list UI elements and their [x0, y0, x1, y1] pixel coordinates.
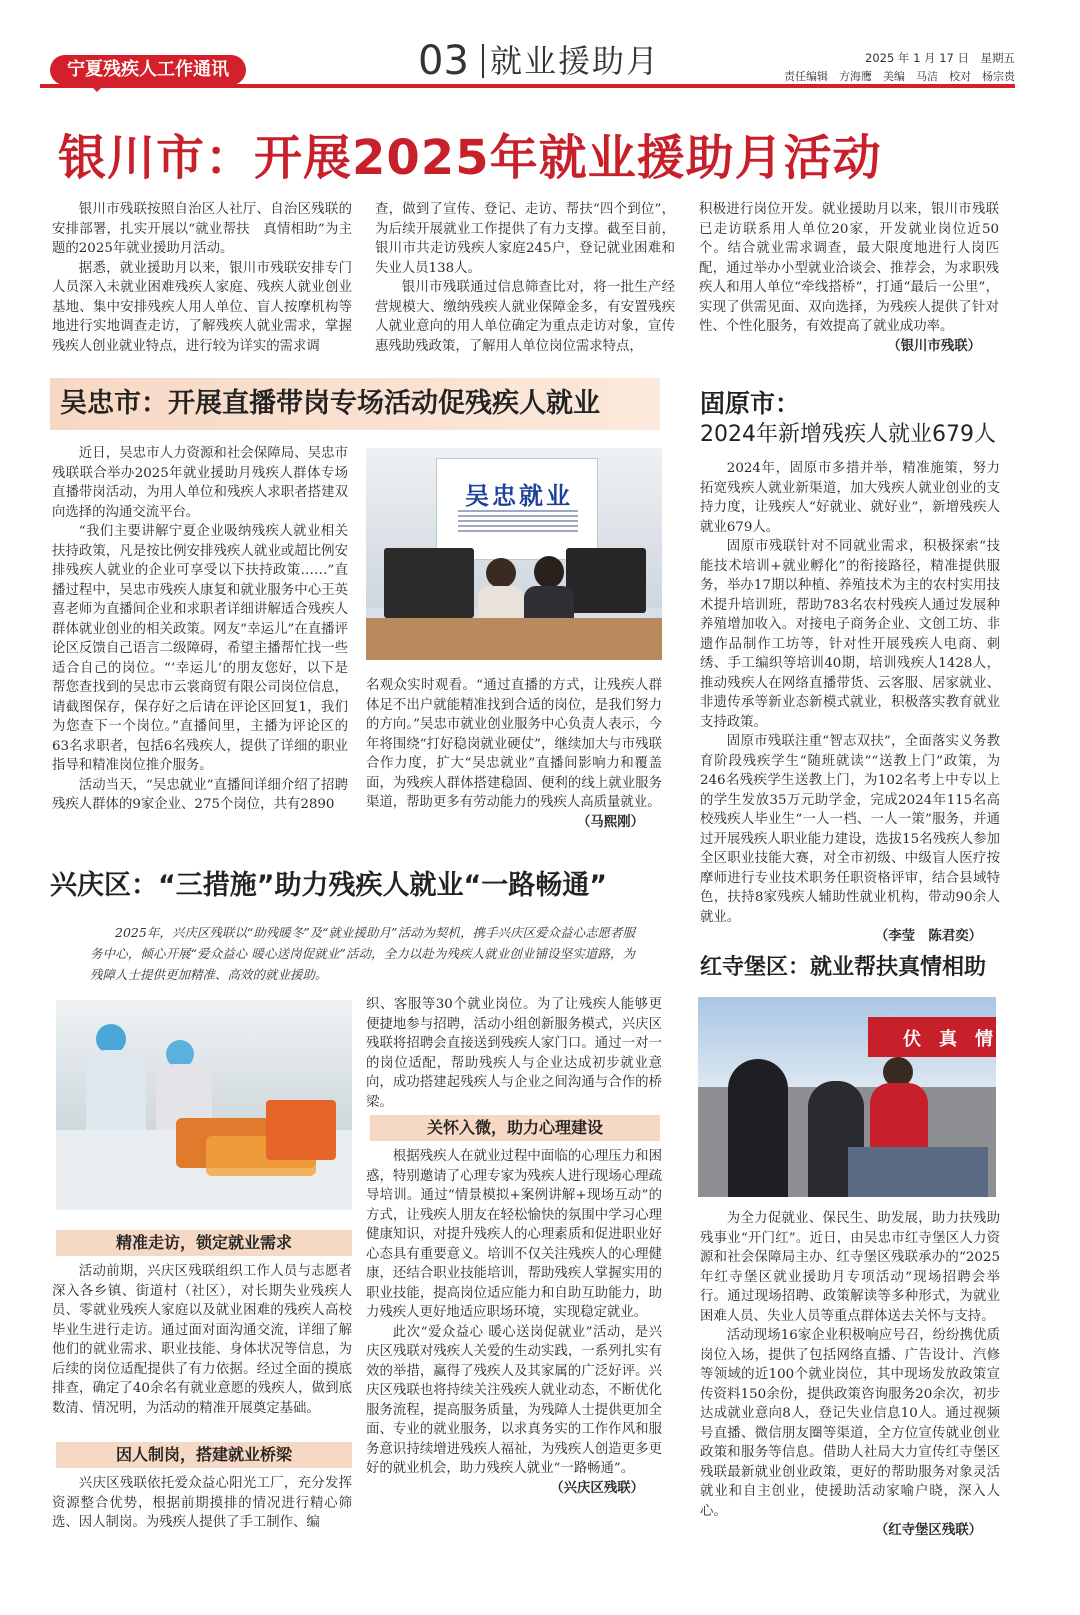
section-title: 就业援助月	[490, 42, 661, 80]
guyuan-headline-line2: 2024年新增残疾人就业679人	[700, 422, 996, 447]
hongsibao-body: 为全力促就业、保民生、助发展，助力扶残助残事业“开门红”。近日，由吴忠市红寺堡区人力资源和社会保障局主办、红寺堡区残联承办的“2025年红寺堡区就业援助月专项活动”现场招聘会举行。通过现场招聘、政策解读等多种形式，为就业困难人员、失业人员等重点群体送去关怀与支持。 活动现场16家企业积极响应号召，纷纷携优质岗位入场，提供了包括网络直播、广告设计、汽修等领域的近100个就业岗位，其中现场发放政策宣传资料150余份，提供政策咨询服务20余次，初步达成就业意向8人，登记失业信息10人。通过视频号直播、微信朋友圈等渠道，全方位宣传就业创业政策和服务等信息。借助人社局大力宣传红寺堡区残联最新就业创业政策，更好的帮助服务对象灵活就业和自主创业，使援助活动家喻户晓，深入人心。 （红寺堡区残联）	[700, 1209, 1000, 1541]
issue-date: 2025 年 1 月 17 日 星期五	[865, 51, 1015, 65]
lead-column-3: 积极进行岗位开发。就业援助月以来，银川市残联已走访联系用人单位20家，开发就业岗位近50个。结合就业需求调查，最大限度地进行人岗匹配，通过举办小型就业洽谈会、推荐会，为求职残疾人和用人单位“牵线搭桥”，打通“最后一公里”，实现了供需见面、双向选择，为残疾人提供了针对性、个性化服务，有效提高了就业成功率。 （银川市残联）	[699, 200, 999, 356]
editor-credits: 责任编辑 方海鹰 美编 马洁 校对 杨宗贵	[784, 70, 1015, 83]
hongsibao-headline: 红寺堡区：就业帮扶真情相助	[700, 955, 987, 980]
hongsibao-signature: （红寺堡区残联）	[874, 1522, 982, 1538]
hongsibao-banner-text: 伏 真 情	[903, 1029, 993, 1050]
page-number: 03	[418, 38, 469, 84]
paper-name: 宁夏残疾人工作通讯	[67, 59, 229, 80]
header-rule	[40, 84, 1015, 88]
xingqing-sub1-text: 活动前期，兴庆区残联组织工作人员与志愿者深入各乡镇、街道村（社区），对长期失业残疾人员、零就业残疾人家庭以及就业困难的残疾人高校毕业生进行走访。通过面对面沟通交流，详细了解他们的就业需求、职业技能、身体状况等信息，为后续的岗位适配提供了有力依据。经过全面的摸底排查，确定了40余名有就业意愿的残疾人，做到底数清、情况明，为活动的精准开展奠定基础。	[52, 1264, 352, 1416]
lead-signature: （银川市残联）	[887, 337, 981, 354]
guyuan-headline-line1: 固原市：	[700, 389, 801, 418]
guyuan-signature: （李莹 陈君奕）	[874, 928, 982, 944]
xingqing-subhead-3: 关怀入微，助力心理建设	[370, 1115, 660, 1141]
xingqing-column-2-top: 织、客服等30个就业岗位。为了让残疾人能够更便捷地参与招聘，活动小组创新服务模式，兴庆区残联将招聘会直接送到残疾人家门口。通过一对一的岗位适配，帮助残疾人与企业达成初步就业意向，成功搭建起残疾人与企业之间沟通与合作的桥梁。	[366, 997, 662, 1110]
hongsibao-job-fair-photo	[698, 997, 996, 1197]
wuzhong-livestream-photo	[366, 448, 662, 660]
xingqing-sub3-text: 根据残疾人在就业过程中面临的心理压力和困惑，特别邀请了心理专家为残疾人进行现场心理疏导培训。通过“情景模拟+案例讲解+现场互动”的方式，让残疾人朋友在轻松愉快的氛围中学习心理健康知识，对提升残疾人的心理素质和促进职业好心态具有重要意义。培训不仅关注残疾人的心理健康，还结合职业技能培训，帮助残疾人掌握实用的职业技能，提高岗位适应能力和自助互助能力，助力残疾人更好地适应职场环境，实现稳定就业。 此次“爱众益心 暖心送岗促就业”活动，是兴庆区残联对残疾人关爱的生动实践，一系列扎实有效的举措，赢得了残疾人及其家属的广泛好评。兴庆区残联也将持续关注残疾人就业动态，不断优化服务流程，提高服务质量，为残障人士提供更加全面、专业的就业服务，以求真务实的工作作风和服务意识持续增进残疾人福祉，为残疾人创造更多更好的就业机会，助力残疾人就业“一路畅通”。 （兴庆区残联）	[366, 1147, 662, 1498]
wuzhong-signature: （马熙刚）	[577, 813, 644, 830]
wuzhong-column-1: 近日，吴忠市人力资源和社会保障局、吴忠市残联联合举办2025年就业援助月残疾人群体专场直播带岗活动，为用人单位和残疾人求职者搭建双向选择的沟通交流平台。 “我们主要讲解宁夏企业吸纳残疾人就业相关扶持政策，凡是按比例安排残疾人就业或超比例安排残疾人就业的企业可享受以下扶持政策……”直播过程中，吴忠市残疾人康复和就业服务中心王英喜老师为直播间企业和求职者详细讲解适合残疾人群体就业创业的相关政策。网友“幸运儿”在直播评论区反馈自己语言二级障碍，希望主播帮忙找一些适合自己的岗位。“‘幸运儿’的朋友您好，以下是帮您查找到的吴忠市云裳商贸有限公司岗位信息，请截图保存，保存好之后请在评论区回复1，我们为您查下一个岗位。”直播间里，主播为评论区的63名求职者，包括6名残疾人，提供了详细的职业指导和精准岗位推介服务。 活动当天，“吴忠就业”直播间详细介绍了招聘残疾人群体的9家企业、275个岗位，共有2890	[52, 446, 348, 812]
xingqing-subhead-2: 因人制岗，搭建就业桥梁	[56, 1442, 352, 1468]
wuzhong-headline: 吴忠市：开展直播带岗专场活动促残疾人就业	[60, 388, 600, 419]
xingqing-factory-photo	[56, 1000, 352, 1210]
xingqing-subhead-1: 精准走访，锁定就业需求	[56, 1230, 352, 1256]
wuzhong-column-2: 名观众实时观看。“通过直播的方式，让残疾人群体足不出户就能精准找到合适的岗位，是我们努力的方向。”吴忠市就业创业服务中心负责人表示，今年将围绕“打好稳岗就业硬仗”，继续加大与市残联合作力度，扩大“吴忠就业”直播间影响力和覆盖面，为残疾人群体搭建稳固、便利的线上就业服务渠道，帮助更多有劳动能力的残疾人高质量就业。 （马熙刚）	[366, 676, 662, 832]
xingqing-intro: 2025年，兴庆区残联以“助残暖冬”及“就业援助月”活动为契机，携手兴庆区爱众益心志愿者服务中心，倾心开展“爱众益心 暖心送岗促就业”活动，全力以赴为残疾人就业创业铺设坚实道路，为残障人士提供更加精准、高效的就业援助。	[90, 925, 635, 982]
xingqing-headline: 兴庆区：“三措施”助力残疾人就业“一路畅通”	[50, 870, 607, 901]
lead-headline: 银川市：开展2025年就业援助月活动	[58, 130, 882, 186]
xingqing-sub2-text: 兴庆区残联依托爱众益心阳光工厂，充分发挥资源整合优势，根据前期摸排的情况进行精心筛选、因人制岗。为残疾人提供了手工制作、编	[52, 1476, 352, 1530]
guyuan-body: 2024年，固原市多措并举，精准施策，努力拓宽残疾人就业新渠道，加大残疾人就业创业的支持力度，让残疾人“好就业、就好业”，新增残疾人就业679人。 固原市残联针对不同就业需求，积极探索“技能技术培训+就业孵化”的衔接路径，精准提供服务，举办17期以种植、养殖技术为主的农村实用技术提升培训班，帮助783名农村残疾人通过发展种养殖增加收入。对接电子商务企业、文创工坊、非遗作品制作工坊等，针对性开展残疾人电商、刺绣、手工编织等培训40期，培训残疾人1428人，推动残疾人在网络直播带货、云客服、居家就业、非遗传承等新业态新模式就业，积极落实教育就业支持政策。 固原市残联注重“智志双扶”，全面落实义务教育阶段残疾学生“随班就读”“送教上门”政策，为246名残疾学生送教上门，为102名考上中专以上的学生发放35万元助学金，完成2024年115名高校残疾人毕业生“一人一档、一人一策”服务，并通过开展残疾人职业能力建设，选拔15名残疾人参加全区职业技能大赛，对全市初级、中级盲人医疗按摩师进行专业技术职务任职资格评审，结合县域特色，扶持8家残疾人辅助性就业机构，带动90余人就业。 （李莹 陈君奕）	[700, 459, 1000, 947]
header-divider	[482, 44, 484, 78]
lead-column-1: 银川市残联按照自治区人社厅、自治区残联的安排部署，扎实开展以“就业帮扶 真情相助”为主题的2025年就业援助月活动。 据悉，就业援助月以来，银川市残联安排专门人员深入未就业困难残疾人家庭、残疾人就业创业基地、集中安排残疾人用人单位、盲人按摩机构等地进行实地调查走访，了解残疾人就业需求，掌握残疾人创业就业特点，进行较为详实的需求调	[52, 202, 352, 354]
wuzhong-sign-text: 吴忠就业	[465, 482, 573, 510]
xingqing-signature: （兴庆区残联）	[550, 1479, 644, 1496]
lead-column-2: 查，做到了宣传、登记、走访、帮扶“四个到位”，为后续开展就业工作提供了有力支撑。截至目前，银川市共走访残疾人家庭245户，登记就业困难和失业人员138人。 银川市残联通过信息筛查比对，将一批生产经营规模大、缴纳残疾人就业保障金多，有安置残疾人就业意向的用人单位确定为重点走访对象，宣传惠残助残政策，了解用人单位岗位需求特点，	[375, 202, 675, 354]
